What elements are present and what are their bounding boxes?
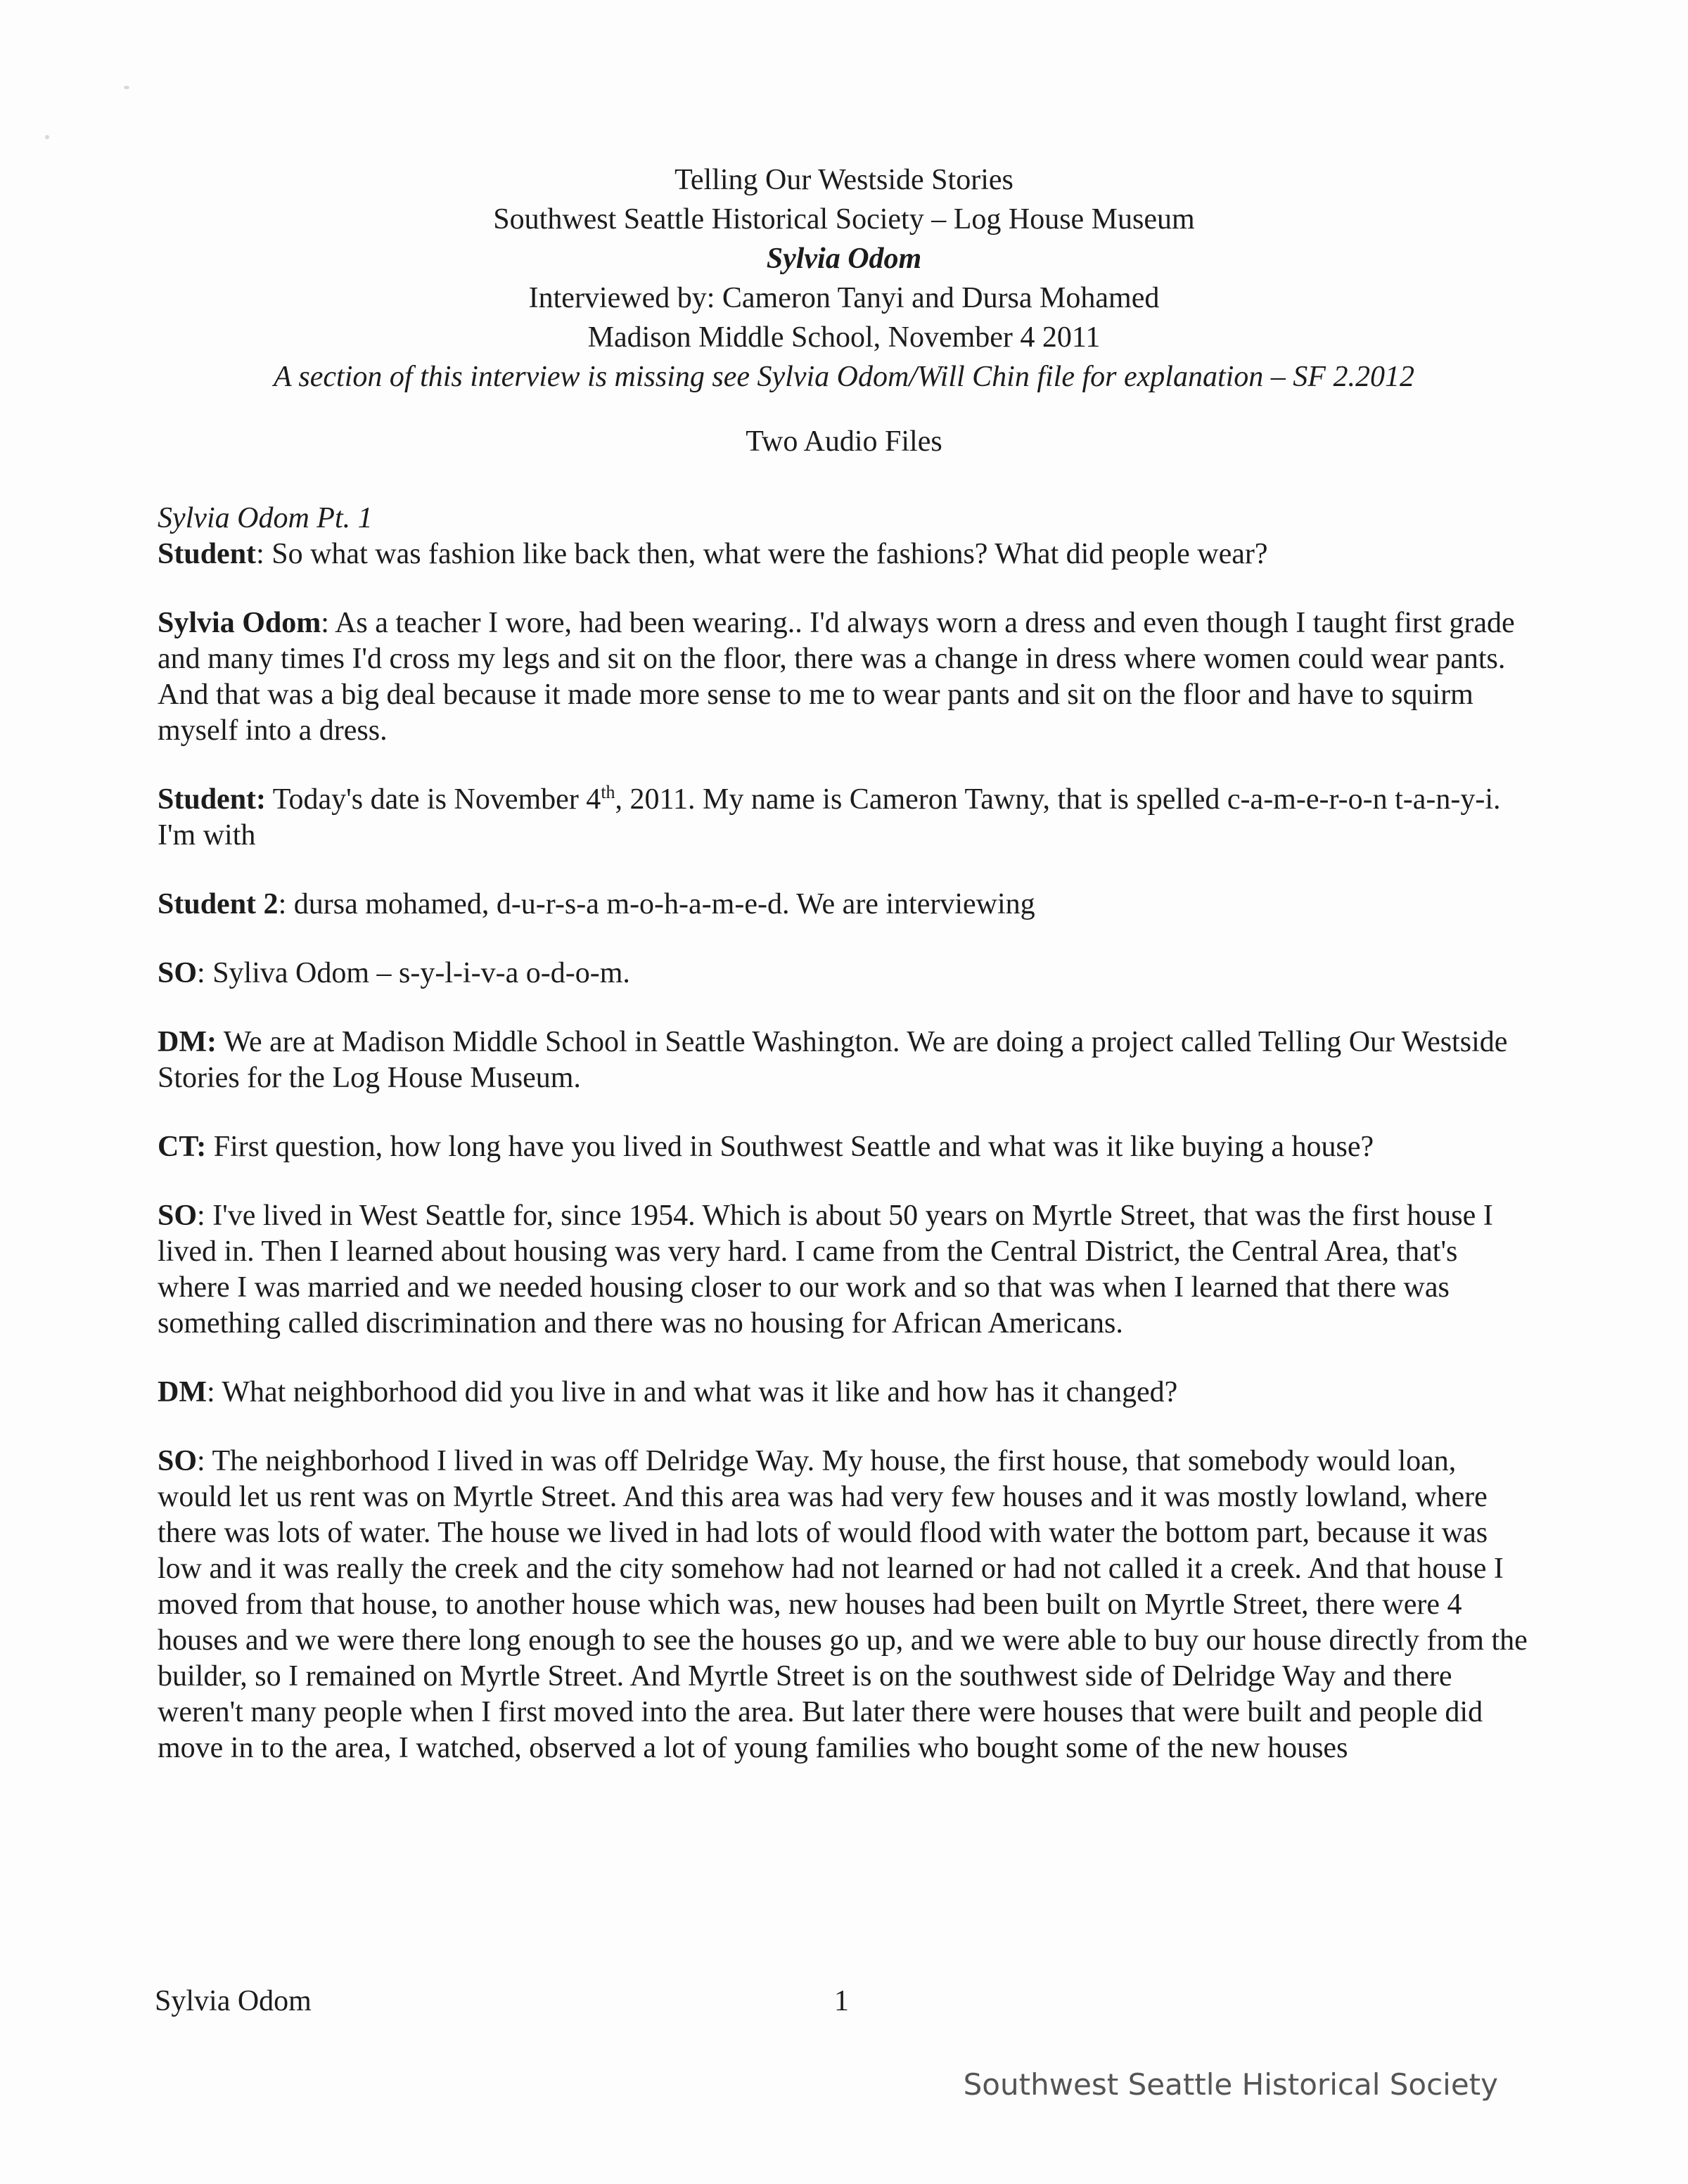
turn-text: : So what was fashion like back then, what were the fashions? What did people wear? [256, 538, 1268, 570]
interviewee-name: Sylvia Odom [766, 243, 922, 275]
turn-text: : The neighborhood I lived in was off Delridge Way. My house, the first house, that somebody would loan, would let us rent was on Myrtle Street. And this area was had very few houses and it was mostly lowland, where there was lots of water. The house we lived in had lots of would flood with water the bottom part, because it was low and it was really the creek and the city somehow had not learned or had not called it a creek. And that house I moved from that house, to another house which was, new houses had been built on Myrtle Street, there were 4 houses and we were there long enough to see the houses go up, and we were able to buy our house directly from the builder, so I remained on Myrtle Street. And Myrtle Street is on the southwest side of Delridge Way and there weren't many people when I first moved into the area. But later there were houses that were built and people did move in to the area, I watched, observed a lot of young families who bought some of the new houses [158, 1445, 1528, 1764]
speaker-label: SO [158, 957, 198, 989]
turn-text: Today's date is November 4 [266, 783, 601, 816]
speaker-label: DM [158, 1376, 207, 1408]
transcript-turn [158, 887, 1536, 923]
speaker-label: CT: [158, 1131, 207, 1163]
audio-files-line: Two Audio Files [746, 425, 942, 458]
ordinal-suffix: th [601, 782, 615, 802]
turn-text: We are at Madison Middle School in Seattle Washington. We are doing a project called Telling Our Westside Stories for the Log House Museum. [158, 1026, 1508, 1094]
speaker-label: SO [158, 1200, 198, 1232]
transcript-turn [158, 537, 1536, 572]
transcript-turn [158, 1198, 1536, 1342]
speaker-label: Student [158, 538, 257, 570]
transcript-turn [158, 782, 1536, 854]
page-number: 1 [834, 1985, 849, 2017]
turn-text: , 2011. My name is Cameron Tawny, that is spelled c-a-m-e-r-o-n t-a-n-y-i. I'm with [158, 783, 1501, 852]
transcript [158, 501, 1536, 1799]
transcript-turn [158, 1024, 1536, 1096]
footer-interviewee-name: Sylvia Odom [155, 1985, 312, 2017]
transcript-turn [158, 956, 1536, 991]
turn-text: : Syliva Odom – s-y-l-i-v-a o-d-o-m. [197, 957, 630, 989]
series-title: Telling Our Westside Stories [674, 164, 1014, 196]
speaker-label: Student 2 [158, 888, 279, 920]
scan-speck [45, 135, 49, 139]
speaker-label: DM: [158, 1026, 217, 1058]
speaker-label: Student: [158, 783, 267, 816]
part-label: Sylvia Odom Pt. 1 [158, 502, 373, 534]
turn-text: : dursa mohamed, d-u-r-s-a m-o-h-a-m-e-d. We are interviewing [278, 888, 1035, 920]
location-date-line: Madison Middle School, November 4 2011 [587, 321, 1101, 354]
document-header [141, 160, 1547, 461]
turn-text: First question, how long have you lived in Southwest Seattle and what was it like buying a house? [206, 1131, 1374, 1163]
archive-watermark: Southwest Seattle Historical Society [963, 2067, 1498, 2102]
interviewers-line: Interviewed by: Cameron Tanyi and Dursa Mohamed [528, 282, 1160, 314]
missing-section-note: A section of this interview is missing see Sylvia Odom/Will Chin file for explanation – SF 2.2012 [274, 361, 1414, 393]
transcript-turn [158, 1129, 1536, 1165]
turn-text: : As a teacher I wore, had been wearing.. I'd always worn a dress and even though I taught first grade and many times I'd cross my legs and sit on the floor, there was a change in dress where women could wear pants. And that was a big deal because it made more sense to me to wear pants and sit on the floor and have to squirm myself into a dress. [158, 607, 1515, 747]
turn-text: : What neighborhood did you live in and what was it like and how has it changed? [206, 1376, 1178, 1408]
transcript-turn [158, 1444, 1536, 1766]
speaker-label: SO [158, 1445, 198, 1477]
organization-line: Southwest Seattle Historical Society – Log House Museum [493, 203, 1195, 236]
transcript-turn [158, 605, 1536, 749]
transcript-turn [158, 1375, 1536, 1411]
scan-speck [124, 86, 129, 89]
turn-text: : I've lived in West Seattle for, since 1954. Which is about 50 years on Myrtle Street, that was the first house I lived in. Then I learned about housing was very hard. I came from the Central District, the Central Area, that's where I was married and we needed housing closer to our work and so that was when I learned that there was something called discrimination and there was no housing for African Americans. [158, 1200, 1493, 1340]
speaker-label: Sylvia Odom [158, 607, 321, 639]
